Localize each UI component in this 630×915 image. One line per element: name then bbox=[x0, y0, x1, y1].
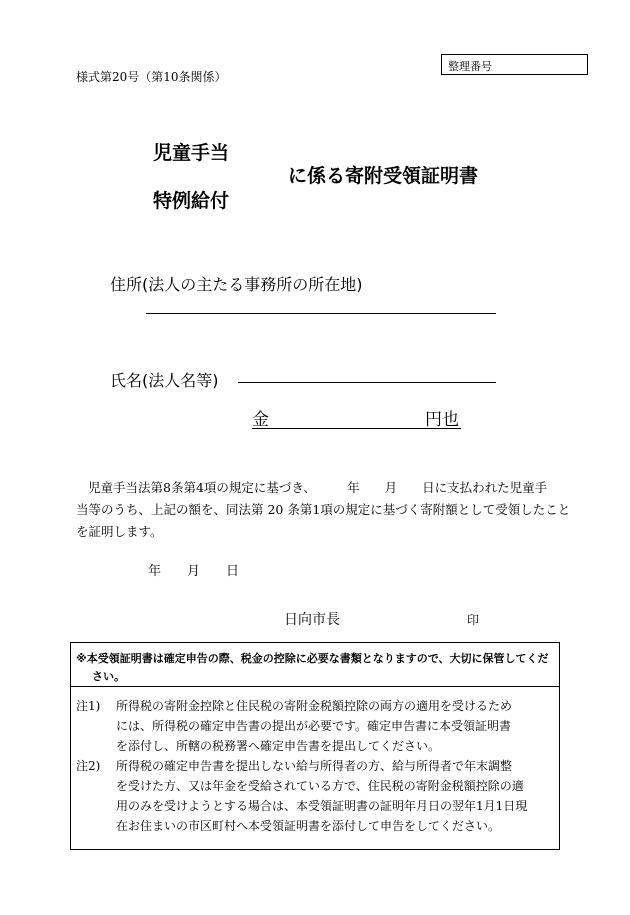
notice-line-1: ※本受領証明書は確定申告の際、税金の控除に必要な書類となりますので、大切に保管してくだ bbox=[76, 652, 549, 665]
note-2-line-2: を受けた方、又は年金を受給されている方で、住民税の寄附金税額控除の適 bbox=[116, 779, 524, 793]
body-text-line-1: 児童手当法第8条第4項の規定に基づき、 年 月 日に支払われた児童手 bbox=[88, 480, 548, 495]
address-label: 住所(法人の主たる事務所の所在地) bbox=[110, 275, 363, 294]
note-2-line-4: 在お住まいの市区町村へ本受領証明書を添付して申告をしてください。 bbox=[116, 819, 501, 833]
certification-date: 年 月 日 bbox=[148, 564, 240, 579]
amount-underline bbox=[252, 428, 461, 429]
body-text-line-2: 当等のうち、上記の額を、同法第 20 条第1項の規定に基づく寄附額として受領したこと bbox=[76, 502, 571, 517]
note-2-line-3: 用のみを受けようとする場合は、本受領証明書の証明年月日の翌年1月1日現 bbox=[116, 799, 528, 813]
note-1-label: 注1) bbox=[76, 699, 101, 713]
title-line-child-allowance: 児童手当 bbox=[153, 142, 230, 164]
body-text-line-3: を証明します。 bbox=[76, 524, 163, 539]
form-number: 様式第20号（第10条関係） bbox=[76, 70, 227, 84]
amount-prefix: 金 bbox=[252, 410, 269, 430]
note-1-line-2: には、所得税の確定申告書の提出が必要です。確定申告書に本受領証明書 bbox=[116, 719, 512, 733]
title-suffix: に係る寄附受領証明書 bbox=[288, 165, 479, 187]
seal-mark: 印 bbox=[467, 613, 480, 627]
name-label: 氏名(法人名等) bbox=[110, 371, 219, 390]
address-underline bbox=[146, 313, 496, 314]
note-2-line-1: 所得税の確定申告書を提出しない給与所得者の方、給与所得者で年末調整 bbox=[116, 759, 513, 773]
notes-divider bbox=[70, 686, 560, 687]
name-underline bbox=[238, 382, 496, 383]
amount-suffix: 円也 bbox=[425, 410, 459, 430]
mayor-title: 日向市長 bbox=[284, 612, 340, 628]
notice-line-2: さい。 bbox=[92, 670, 125, 683]
title-line-special-benefit: 特例給付 bbox=[153, 190, 230, 212]
note-1-line-3: を添付し、所轄の税務署へ確定申告書を提出してください。 bbox=[116, 739, 441, 753]
note-1-line-1: 所得税の寄附金控除と住民税の寄附金税額控除の両方の適用を受けるため bbox=[116, 699, 513, 713]
reference-number-box bbox=[441, 54, 588, 75]
reference-number-label: 整理番号 bbox=[448, 60, 492, 73]
note-2-label: 注2) bbox=[76, 759, 101, 773]
